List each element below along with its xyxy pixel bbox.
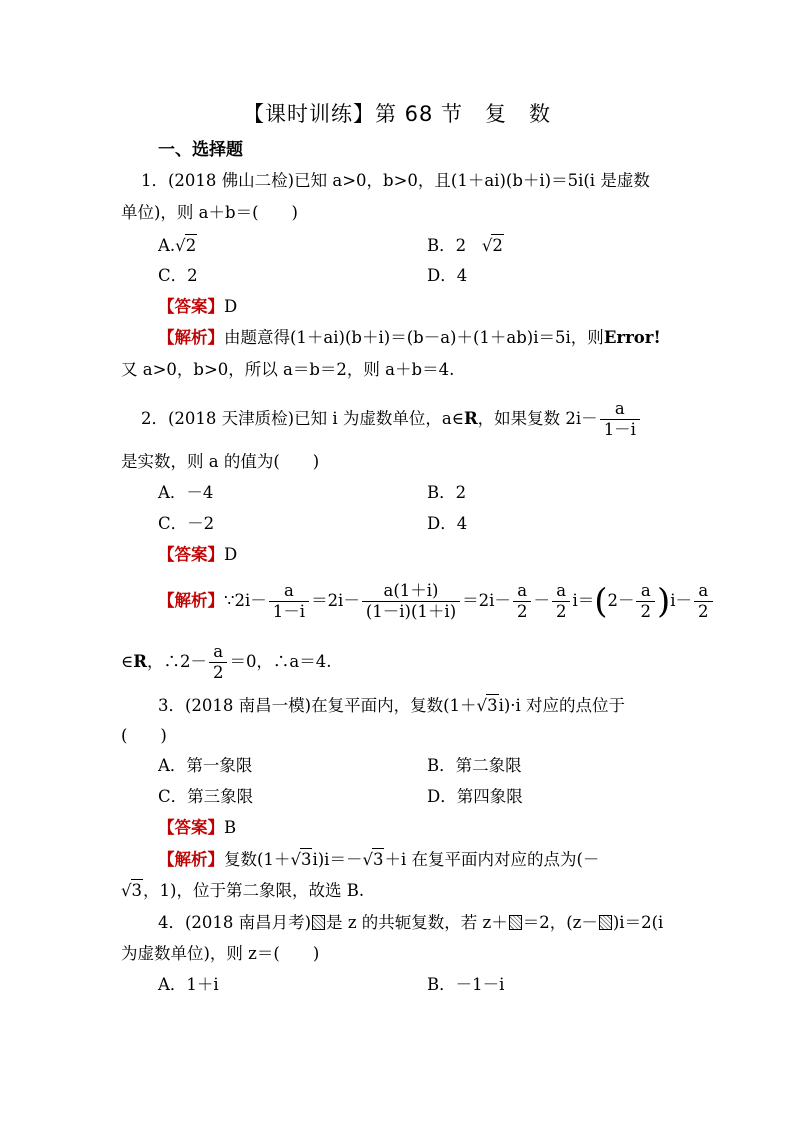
stem-text: 2．(2018 天津质检)已知 i 为虚数单位，a∈ — [141, 409, 464, 428]
answer-tag: 【答案】 — [158, 297, 224, 316]
q1-option-c: C．2 — [158, 266, 198, 285]
denominator: 1－i — [272, 602, 306, 621]
q4-option-b: B．－1－i — [427, 975, 505, 994]
numerator: a — [513, 581, 532, 602]
expr: 复数(1＋ — [224, 850, 291, 869]
expr: ，1)，位于第二象限，故选 B. — [143, 881, 365, 900]
q1-answer — [158, 296, 237, 318]
q3-analysis-line2: √3，1)，位于第二象限，故选 B. — [121, 881, 365, 900]
q3-analysis-line1: 【解析】复数(1＋√3i)i＝－√3＋i 在复平面内对应的点为(－ — [158, 850, 600, 869]
expr: i－ — [670, 591, 693, 610]
left-paren: ( — [594, 581, 608, 622]
error-text: Error! — [603, 328, 661, 347]
denominator: 2 — [698, 602, 709, 621]
option-label: A. — [158, 236, 176, 255]
denominator: 2 — [555, 602, 567, 621]
stem-text: )i＝2(i — [612, 913, 664, 932]
stem-text: 3．(2018 南昌一模)在复平面内，复数(1＋ — [158, 696, 477, 715]
q2-stem-line1 — [141, 393, 642, 445]
numerator: a — [600, 399, 640, 420]
denominator: (1－i)(1＋i) — [365, 602, 457, 621]
stem-text: i)·i 对应的点位于 — [498, 696, 626, 715]
q3-stem-line2: ( ) — [121, 726, 167, 745]
analysis-tag: 【解析】 — [158, 328, 224, 347]
expr: ＝ — [577, 591, 595, 610]
q2-option-b: B．2 — [427, 483, 467, 502]
radicand: 3 — [131, 881, 143, 900]
denominator: 1－i — [603, 420, 636, 439]
expr: i)i＝－ — [312, 850, 363, 869]
missing-image-icon — [509, 915, 522, 930]
fraction — [694, 581, 713, 622]
numerator: a — [552, 581, 571, 602]
section-heading: 一、选择题 — [158, 140, 243, 160]
radicand: 3 — [300, 850, 312, 869]
answer-value: D — [224, 545, 238, 564]
missing-image-icon — [599, 915, 612, 930]
q2-stem-line2: 是实数，则 a 的值为( ) — [121, 452, 320, 471]
fraction — [269, 581, 309, 622]
q1-option-a: A.√2 — [158, 236, 197, 255]
answer-tag: 【答案】 — [158, 818, 224, 837]
stem-text: 是 z 的共轭复数，若 z＋ — [326, 913, 508, 932]
analysis-tag: 【解析】 — [158, 850, 224, 869]
radicand: 3 — [487, 696, 498, 715]
q1-option-d: D．4 — [427, 266, 468, 285]
q2-analysis-line1 — [158, 577, 715, 626]
q2-analysis-line2 — [121, 638, 332, 686]
numerator: a(1＋i) — [362, 581, 460, 602]
numerator: a — [209, 642, 228, 663]
stem-text: ，如果复数 2i－ — [477, 409, 598, 428]
numerator: a — [636, 581, 655, 602]
denominator: 2 — [640, 602, 651, 621]
q4-stem-line1 — [158, 912, 663, 934]
fraction — [209, 642, 228, 683]
q1-analysis-line2: 又 a>0，b>0，所以 a＝b＝2，则 a＋b＝4. — [121, 360, 455, 379]
q3-stem-line1: 3．(2018 南昌一模)在复平面内，复数(1＋√3i)·i 对应的点位于 — [158, 696, 626, 715]
q1-stem-line2: 单位)，则 a＋b＝( ) — [121, 203, 298, 222]
q1-analysis-line1 — [158, 327, 661, 349]
fraction — [362, 581, 460, 622]
expr: ∵2i－ — [224, 591, 267, 610]
q2-answer — [158, 544, 237, 566]
expr: ∈ — [121, 652, 134, 671]
radicand: 3 — [372, 850, 384, 869]
numerator: a — [269, 581, 309, 602]
radicand: 2 — [185, 236, 197, 255]
expr: ＋i 在复平面内对应的点为(－ — [384, 850, 600, 869]
q3-option-c: C．第三象限 — [158, 787, 254, 806]
denominator: 2 — [212, 663, 224, 682]
numerator: a — [694, 581, 713, 602]
fraction — [552, 581, 571, 622]
real-set: R — [133, 652, 147, 671]
right-paren: ) — [656, 581, 671, 622]
q2-option-d: D．4 — [427, 514, 468, 533]
stem-text: ＝2，(z－ — [522, 913, 598, 932]
analysis-text: 由题意得(1＋ai)(b＋i)＝(b－a)＋(1＋ab)i＝5i，则 — [224, 328, 604, 347]
fraction — [600, 399, 640, 440]
denominator: 2 — [516, 602, 528, 621]
expr: ＝2i－ — [462, 591, 511, 610]
answer-value: D — [224, 297, 238, 316]
radicand: 2 — [492, 236, 503, 255]
q2-option-c: C．－2 — [158, 514, 215, 533]
q3-option-d: D．第四象限 — [427, 787, 523, 806]
answer-value: B — [224, 818, 237, 837]
stem-text: 4．(2018 南昌月考) — [158, 913, 312, 932]
q3-option-b: B．第二象限 — [427, 756, 522, 775]
missing-image-icon — [312, 915, 325, 930]
expr: i — [572, 591, 578, 610]
q3-option-a: A．第一象限 — [158, 756, 253, 775]
fraction — [636, 581, 655, 622]
expr: ，∴2－ — [146, 652, 207, 671]
q4-stem-line2: 为虚数单位)，则 z＝( ) — [121, 944, 320, 963]
page-title: 【课时训练】第 68 节 复 数 — [242, 102, 552, 126]
q2-option-a: A．－4 — [158, 483, 214, 502]
analysis-tag: 【解析】 — [158, 591, 224, 610]
option-label: B．2 — [427, 236, 467, 255]
q1-stem-line1: 1．(2018 佛山二检)已知 a>0，b>0，且(1＋ai)(b＋i)＝5i(i 是虚数 — [141, 171, 650, 190]
expr: ＝2i－ — [311, 591, 360, 610]
answer-tag: 【答案】 — [158, 545, 224, 564]
q4-option-a: A．1＋i — [158, 975, 219, 994]
expr: － — [533, 591, 550, 610]
real-set: R — [463, 409, 478, 428]
expr: 2－ — [607, 591, 635, 610]
q3-answer — [158, 817, 236, 839]
fraction — [513, 581, 532, 622]
expr: ＝0，∴a＝4. — [229, 652, 332, 671]
q1-option-b: B．2 √2 — [427, 236, 503, 255]
